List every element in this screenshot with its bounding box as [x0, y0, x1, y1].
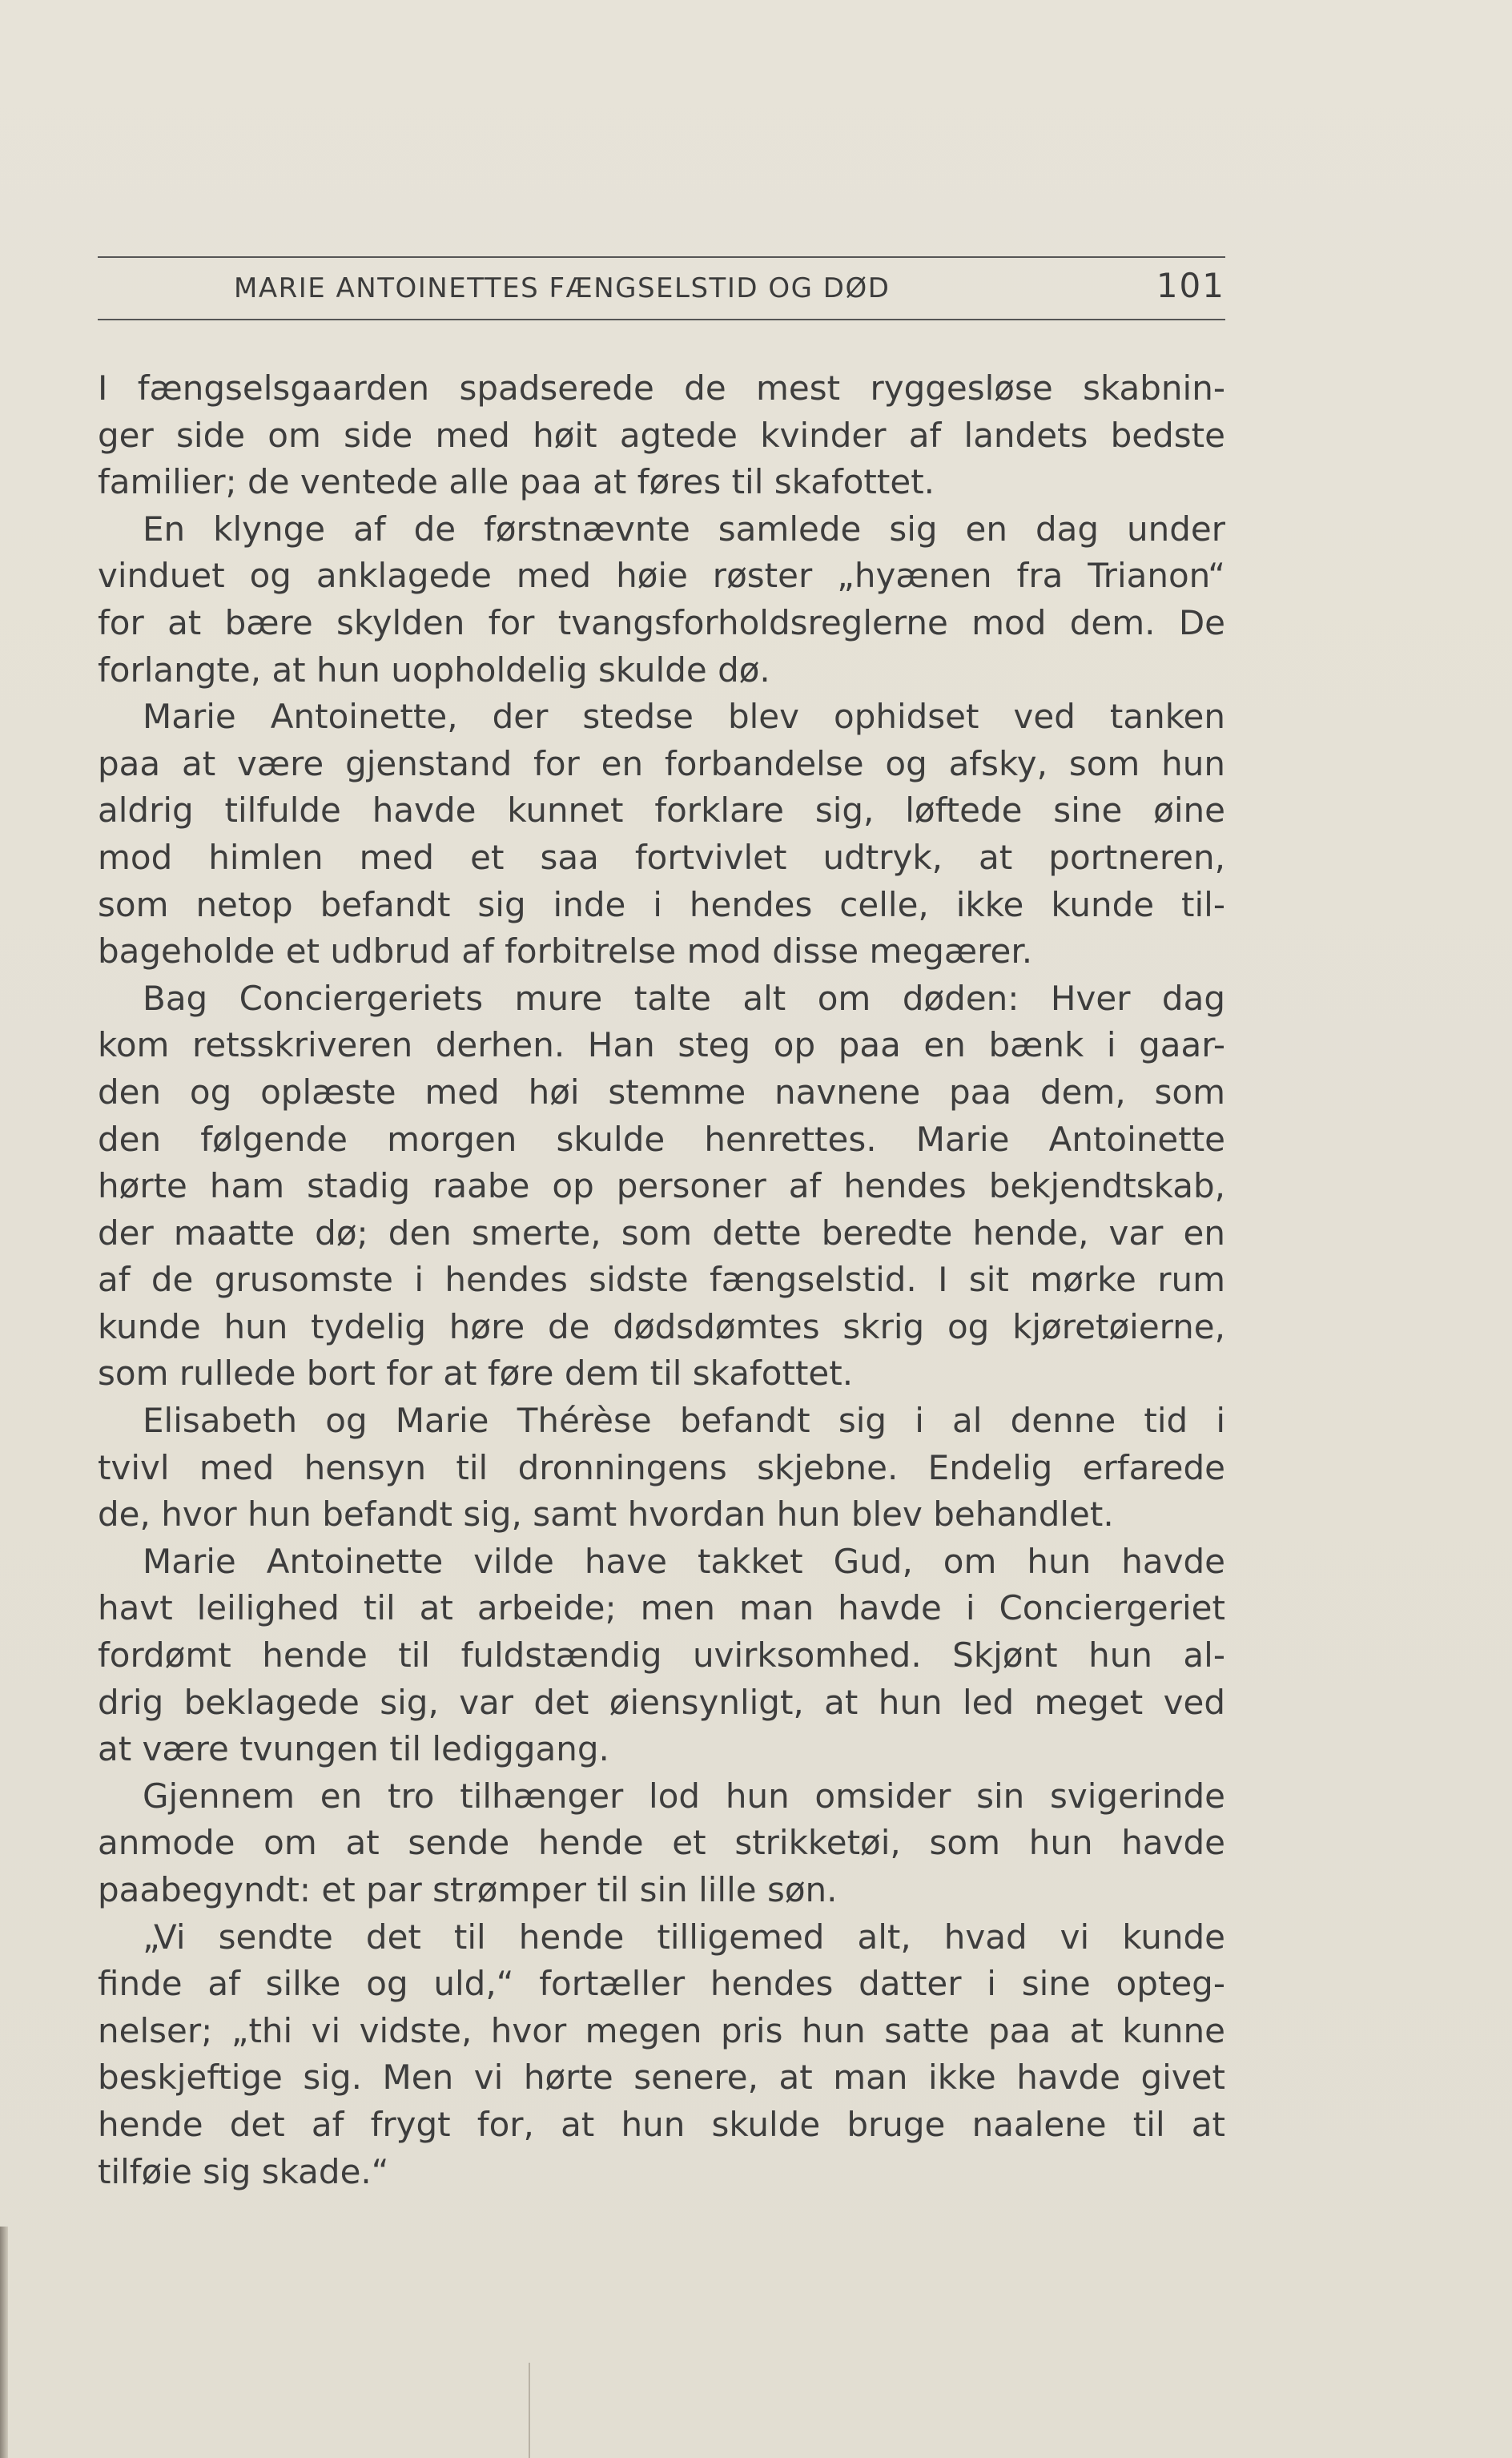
text-line: kunde hun tydelig høre de dødsdømtes skrig og kjøretøierne, — [98, 1306, 1225, 1346]
text-line: finde af silke og uld,“ fortæller hendes datter i sine opteg- — [98, 1964, 1225, 2004]
text-line: „Vi sendte det til hende tilligemed alt, hvad vi kunde — [143, 1917, 1225, 1957]
text-line: aldrig tilfulde havde kunnet forklare sig, løftede sine øine — [98, 791, 1225, 831]
text-line: de, hvor hun befandt sig, samt hvordan hun blev behandlet. — [98, 1495, 1114, 1535]
text-line: I fængselsgaarden spadserede de mest ryggesløse skabnin- — [98, 368, 1225, 408]
text-line: den følgende morgen skulde henrettes. Marie Antoinette — [98, 1119, 1225, 1159]
text-line: kom retsskriveren derhen. Han steg op paa en bænk i gaar- — [98, 1025, 1225, 1065]
text-line: bageholde et udbrud af forbitrelse mod disse megærer. — [98, 931, 1033, 972]
text-line: Bag Conciergeriets mure talte alt om døden: Hver dag — [143, 978, 1225, 1018]
text-line: anmode om at sende hende et strikketøi, som hun havde — [98, 1823, 1225, 1863]
text-line: fordømt hende til fuldstændig uvirksomhed. Skjønt hun al- — [98, 1635, 1225, 1676]
text-line: ger side om side med høit agtede kvinder af landets bedste — [98, 415, 1225, 455]
running-header: MARIE ANTOINETTES FÆNGSELSTID OG DØD — [234, 272, 891, 304]
text-line: Gjennem en tro tilhænger lod hun omsider sin svigerinde — [143, 1776, 1225, 1816]
text-line: hørte ham stadig raabe op personer af hendes bekjendtskab, — [98, 1166, 1225, 1206]
header-rule-top — [98, 256, 1225, 258]
text-line: forlangte, at hun uopholdelig skulde dø. — [98, 650, 770, 690]
text-line: drig beklagede sig, var det øiensynligt, at hun led meget ved — [98, 1682, 1225, 1722]
text-line: af de grusomste i hendes sidste fængselstid. I sit mørke rum — [98, 1260, 1225, 1300]
header-rule-bottom — [98, 319, 1225, 320]
text-line: der maatte dø; den smerte, som dette beredte hende, var en — [98, 1213, 1225, 1253]
page-number: 101 — [1156, 266, 1225, 305]
text-line: tvivl med hensyn til dronningens skjebne. Endelig erfarede — [98, 1447, 1225, 1487]
text-line: den og oplæste med høi stemme navnene paa dem, som — [98, 1072, 1225, 1112]
text-line: tilføie sig skade.“ — [98, 2151, 389, 2191]
page-crease — [529, 2363, 530, 2458]
text-line: Marie Antoinette, der stedse blev ophidset ved tanken — [143, 697, 1225, 737]
text-line: for at bære skylden for tvangsforholdsreglerne mod dem. De — [98, 602, 1225, 642]
text-line: nelser; „thi vi vidste, hvor megen pris hun satte paa at kunne — [98, 2010, 1225, 2050]
text-line: hende det af frygt for, at hun skulde bruge naalene til at — [98, 2104, 1225, 2144]
text-line: som rullede bort for at føre dem til skafottet. — [98, 1354, 854, 1394]
text-line: som netop befandt sig inde i hendes celle, ikke kunde til- — [98, 884, 1225, 924]
text-line: Marie Antoinette vilde have takket Gud, om hun havde — [143, 1541, 1225, 1581]
body-text — [98, 365, 1225, 2195]
text-line: En klynge af de førstnævnte samlede sig en dag under — [143, 509, 1225, 549]
text-line: mod himlen med et saa fortvivlet udtryk, at portneren, — [98, 837, 1225, 877]
text-line: vinduet og anklagede med høie røster „hyænen fra Trianon“ — [98, 556, 1225, 596]
text-line: paa at være gjenstand for en forbandelse og afsky, som hun — [98, 743, 1225, 783]
text-line: beskjeftige sig. Men vi hørte senere, at man ikke havde givet — [98, 2058, 1225, 2098]
text-line: Elisabeth og Marie Thérèse befandt sig i al denne tid i — [143, 1401, 1225, 1441]
page-edge-shadow — [0, 2227, 8, 2458]
text-line: paabegyndt: et par strømper til sin lille søn. — [98, 1870, 838, 1909]
text-line: havt leilighed til at arbeide; men man havde i Conciergeriet — [98, 1588, 1225, 1628]
text-line: at være tvungen til lediggang. — [98, 1729, 609, 1769]
text-line: familier; de ventede alle paa at føres til skafottet. — [98, 462, 935, 502]
